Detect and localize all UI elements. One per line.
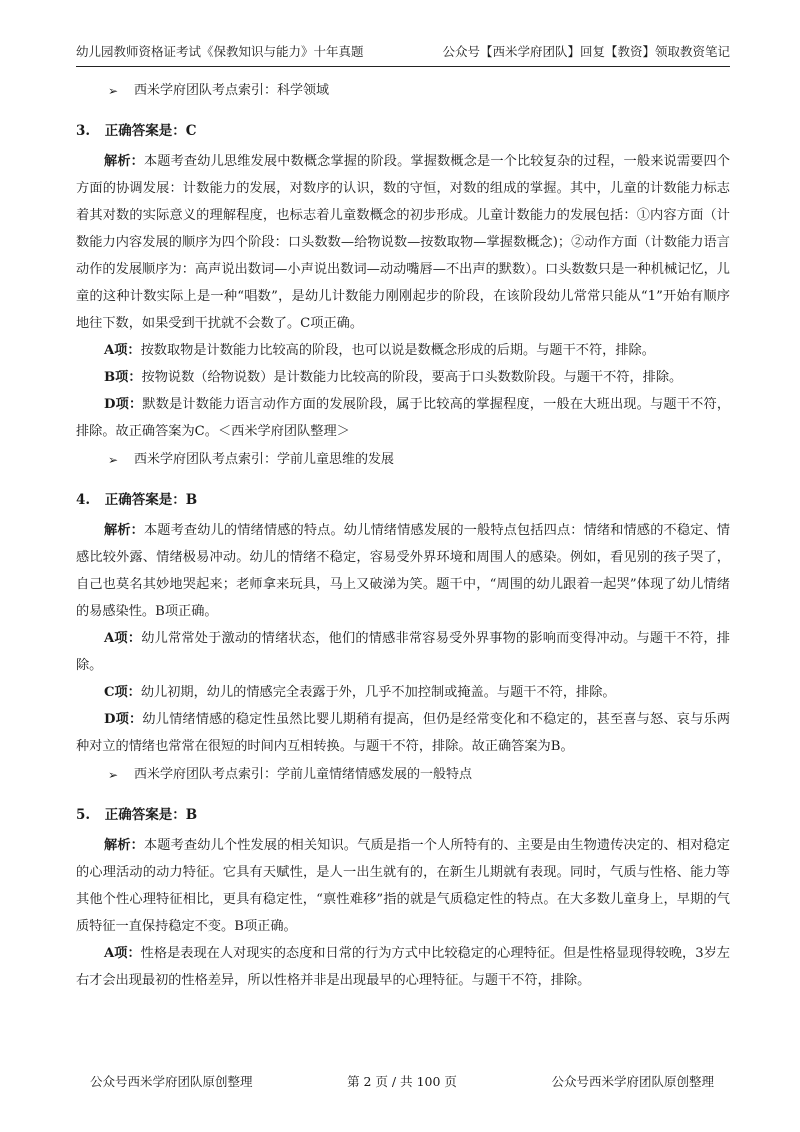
option-label: B项： (104, 370, 142, 385)
page-header (76, 42, 730, 67)
option-label: D项： (104, 712, 143, 727)
page-footer (90, 1072, 714, 1092)
option-text: 默数是计数能力语言动作方面的发展阶段，属于比较高的掌握程度，一般在大班出现。与题干不符，排除。故正确答案为C。＜西米学府团队整理＞ (76, 397, 731, 439)
arrow-icon: ➢ (108, 84, 119, 98)
question-number: 4. (76, 492, 91, 508)
answer-heading (76, 483, 730, 517)
analysis-paragraph (76, 148, 730, 337)
question-block-4 (76, 483, 730, 790)
option-text: 幼儿初期，幼儿的情感完全表露于外，几乎不加控制或掩盖。与题干不符，排除。 (140, 685, 616, 700)
option-text: 幼儿情绪情感的稳定性虽然比婴儿期稍有提高，但仍是经常变化和不稳定的，甚至喜与怒、哀与乐两种对立的情绪也常常在很短的时间内互相转换。与题干不符，排除。故正确答案为B。 (76, 712, 731, 754)
header-promo: 公众号【西米学府团队】回复【教资】领取教资笔记 (442, 44, 730, 59)
option-label: A项： (104, 946, 141, 961)
analysis-paragraph (76, 517, 730, 625)
topic-index (76, 445, 730, 475)
answer-heading (76, 798, 730, 832)
correct-answer: 正确答案是：C (104, 123, 197, 139)
option-explanation (76, 940, 730, 994)
option-explanation (76, 679, 730, 706)
option-label: D项： (104, 397, 143, 412)
question-number: 3. (76, 123, 91, 139)
option-text: 性格是表现在人对现实的态度和日常的行为方式中比较稳定的心理特征。但是性格显现得较晚，3岁左右才会出现最初的性格差异，所以性格并非是出现最早的心理特征。与题干不符，排除。 (76, 946, 730, 988)
correct-answer: 正确答案是：B (104, 807, 198, 823)
question-block-3 (76, 114, 730, 475)
arrow-icon: ➢ (108, 453, 119, 467)
analysis-text: 本题考查幼儿的情绪情感的特点。幼儿情绪情感发展的一般特点包括四点：情绪和情感的不稳定、情感比较外露、情绪极易冲动。幼儿的情绪不稳定，容易受外界环境和周围人的感染。例如，看见别的孩子哭了，自己也莫名其妙地哭起来；老师拿来玩具，马上又破涕为笑。题干中，“周围的幼儿跟着一起哭”体现了幼儿情绪的易感染性。B项正确。 (76, 523, 730, 619)
analysis-text: 本题考查幼儿思维发展中数概念掌握的阶段。掌握数概念是一个比较复杂的过程，一般来说需要四个方面的协调发展：计数能力的发展，对数序的认识，数的守恒，对数的组成的掌握。其中，儿童的计数能力标志着其对数的实际意义的理解程度，也标志着儿童数概念的初步形成。儿童计数能力的发展包括：①内容方面（计数能力内容发展的顺序为四个阶段：口头数数—给物说数—按数取物—掌握数概念)；②动作方面（计数能力语言动作的发展顺序为：高声说出数词—小声说出数词—动动嘴唇—不出声的默数）。口头数数只是一种机械记忆，儿童的这种计数实际上是一种“唱数”，是幼儿计数能力刚刚起步的阶段，在该阶段幼儿常常只能从“1”开始有顺序地往下数，如果受到干扰就不会数了。C项正确。 (76, 154, 730, 331)
option-explanation (76, 337, 730, 364)
option-text: 幼儿常常处于激动的情绪状态，他们的情感非常容易受外界事物的影响而变得冲动。与题干不符，排除。 (76, 631, 730, 673)
analysis-label: 解析： (104, 523, 144, 538)
page-content (76, 76, 730, 994)
topic-index (76, 76, 730, 106)
option-label: A项： (104, 631, 142, 646)
answer-heading (76, 114, 730, 148)
option-explanation (76, 625, 730, 679)
topic-index-text: 西米学府团队考点索引：科学领域 (134, 83, 330, 98)
footer-right-credit: 公众号西米学府团队原创整理 (551, 1074, 714, 1089)
analysis-label: 解析： (104, 838, 144, 853)
option-explanation (76, 391, 730, 445)
analysis-label: 解析： (104, 154, 144, 169)
topic-index-text: 西米学府团队考点索引：学前儿童思维的发展 (134, 452, 395, 467)
option-label: C项： (104, 685, 141, 700)
header-title: 幼儿园教师资格证考试《保教知识与能力》十年真题 (76, 44, 364, 59)
correct-answer: 正确答案是：B (104, 492, 198, 508)
option-label: A项： (104, 343, 141, 358)
option-explanation (76, 706, 730, 760)
analysis-paragraph (76, 832, 730, 940)
option-text: 按物说数（给物说数）是计数能力比较高的阶段，要高于口头数数阶段。与题干不符，排除。 (141, 370, 683, 385)
footer-left-credit: 公众号西米学府团队原创整理 (90, 1074, 253, 1089)
question-block-5 (76, 798, 730, 994)
option-text: 按数取物是计数能力比较高的阶段，也可以说是数概念形成的后期。与题干不符，排除。 (140, 343, 655, 358)
option-explanation (76, 364, 730, 391)
page-number: 第 2 页 / 共 100 页 (347, 1074, 457, 1089)
analysis-text: 本题考查幼儿个性发展的相关知识。气质是指一个人所特有的、主要是由生物遗传决定的、相对稳定的心理活动的动力特征。它具有天赋性，是人一出生就有的，在新生儿期就有表现。同时，气质与性格、能力等其他个性心理特征相比，更具有稳定性，“禀性难移”指的就是气质稳定性的特点。在大多数儿童身上，早期的气质特征一直保持稳定不变。B项正确。 (76, 838, 730, 934)
arrow-icon: ➢ (108, 768, 119, 782)
topic-index (76, 760, 730, 790)
topic-index-text: 西米学府团队考点索引：学前儿童情绪情感发展的一般特点 (134, 767, 473, 782)
question-number: 5. (76, 807, 91, 823)
